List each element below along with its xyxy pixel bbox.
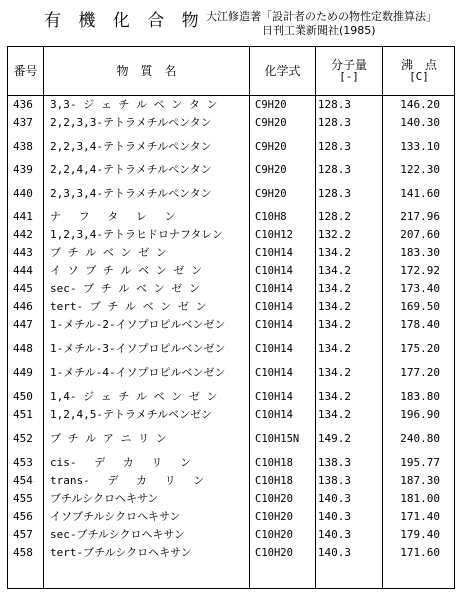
header-divider xyxy=(8,95,454,96)
table-row xyxy=(8,367,454,391)
cell-molecular-weight: 128.3 xyxy=(317,140,351,153)
cell-number: 437 xyxy=(13,116,33,129)
cell-number: 449 xyxy=(13,366,33,379)
cell-name: ブ チ ル ア ニ リ ン xyxy=(50,432,167,445)
cell-boiling-point: 181.00 xyxy=(400,492,440,505)
cell-number: 441 xyxy=(13,210,33,223)
cell-molecular-weight: 138.3 xyxy=(317,456,351,469)
compound-table xyxy=(7,46,455,589)
cell-number: 442 xyxy=(13,228,33,241)
cell-boiling-point: 187.30 xyxy=(400,474,440,487)
cell-formula: C9H20 xyxy=(255,141,287,153)
cell-number: 458 xyxy=(13,546,33,559)
cell-boiling-point: 196.90 xyxy=(400,408,440,421)
table-row xyxy=(8,141,454,153)
cell-formula: C10H8 xyxy=(255,211,287,223)
table-row xyxy=(8,319,454,343)
table-row xyxy=(8,475,454,487)
page-title: 有 機 化 合 物 xyxy=(44,11,205,31)
table-row xyxy=(8,265,454,277)
cell-boiling-point: 195.77 xyxy=(400,456,440,469)
table-row xyxy=(8,343,454,367)
cell-name: 2,2,3,3-テトラメチルペンタン xyxy=(50,116,212,129)
cell-molecular-weight: 128.2 xyxy=(317,210,351,223)
cell-molecular-weight: 132.2 xyxy=(317,228,351,241)
cell-molecular-weight: 134.2 xyxy=(317,342,351,355)
cell-boiling-point: 122.30 xyxy=(400,163,440,176)
cell-formula: C10H14 xyxy=(255,247,293,259)
cell-formula: C10H14 xyxy=(255,367,293,379)
cell-name: sec-ブチルシクロヘキサン xyxy=(50,528,185,541)
cell-boiling-point: 240.80 xyxy=(400,432,440,445)
cell-molecular-weight: 134.2 xyxy=(317,390,351,403)
cell-number: 454 xyxy=(13,474,33,487)
cell-number: 448 xyxy=(13,342,33,355)
cell-formula: C10H18 xyxy=(255,457,293,469)
cell-name: 1-メチル-3-イソプロピルベンゼン xyxy=(50,342,226,355)
cell-molecular-weight: 134.2 xyxy=(317,318,351,331)
cell-boiling-point: 178.40 xyxy=(400,318,440,331)
cell-name: ナ フ タ レ ン xyxy=(50,210,176,223)
table-row xyxy=(8,211,454,223)
cell-formula: C9H20 xyxy=(255,188,287,200)
cell-name: 1-メチル-4-イソプロピルベンゼン xyxy=(50,366,226,379)
cell-boiling-point: 171.40 xyxy=(400,510,440,523)
table-row xyxy=(8,247,454,259)
header-mw-label: 分子量 xyxy=(330,58,367,72)
cell-name: 1,2,3,4-テトラヒドロナフタレン xyxy=(50,228,223,241)
table-row xyxy=(8,511,454,523)
header-formula: 化学式 xyxy=(264,64,301,78)
cell-name: trans- デ カ リ ン xyxy=(50,474,205,487)
table-row xyxy=(8,457,454,469)
cell-boiling-point: 140.30 xyxy=(400,116,440,129)
table-row xyxy=(8,164,454,176)
cell-formula: C9H20 xyxy=(255,99,287,111)
cell-boiling-point: 133.10 xyxy=(400,140,440,153)
cell-molecular-weight: 128.3 xyxy=(317,163,351,176)
table-row xyxy=(8,283,454,295)
header-mw-unit: [-] xyxy=(339,70,359,83)
cell-name: イ ソ ブ チ ル ベ ン ゼ ン xyxy=(50,264,202,277)
source-line-2: 日刊工業新聞社(1985) xyxy=(262,24,376,37)
cell-formula: C10H20 xyxy=(255,511,293,523)
table-row xyxy=(8,529,454,541)
cell-molecular-weight: 140.3 xyxy=(317,546,351,559)
cell-name: tert- ブ チ ル ベ ン ゼ ン xyxy=(50,300,207,313)
header-number: 番号 xyxy=(13,64,38,78)
cell-formula: C10H14 xyxy=(255,343,293,355)
table-row xyxy=(8,391,454,403)
header-bp-unit: [C] xyxy=(409,70,429,83)
cell-number: 443 xyxy=(13,246,33,259)
cell-number: 444 xyxy=(13,264,33,277)
cell-name: 3,3- ジ ェ チ ル ペ ン タ ン xyxy=(50,98,218,111)
cell-formula: C10H15N xyxy=(255,433,300,445)
cell-number: 450 xyxy=(13,390,33,403)
cell-formula: C10H14 xyxy=(255,265,293,277)
cell-name: ブ チ ル ベ ン ゼ ン xyxy=(50,246,167,259)
cell-boiling-point: 141.60 xyxy=(400,187,440,200)
cell-name: 1,4- ジ ェ チ ル ベ ン ゼ ン xyxy=(50,390,218,403)
cell-name: ブチルシクロヘキサン xyxy=(50,492,159,505)
cell-molecular-weight: 149.2 xyxy=(317,432,351,445)
cell-formula: C10H20 xyxy=(255,493,293,505)
cell-formula: C10H14 xyxy=(255,301,293,313)
cell-molecular-weight: 134.2 xyxy=(317,366,351,379)
cell-boiling-point: 207.60 xyxy=(400,228,440,241)
table-row xyxy=(8,188,454,200)
cell-boiling-point: 183.80 xyxy=(400,390,440,403)
header-name: 物 質 名 xyxy=(116,64,177,78)
cell-number: 456 xyxy=(13,510,33,523)
cell-number: 438 xyxy=(13,140,33,153)
cell-name: 2,3,3,4-テトラメチルペンタン xyxy=(50,187,212,200)
cell-formula: C10H20 xyxy=(255,529,293,541)
table-row xyxy=(8,99,454,111)
cell-molecular-weight: 134.2 xyxy=(317,300,351,313)
cell-number: 436 xyxy=(13,98,33,111)
cell-number: 453 xyxy=(13,456,33,469)
cell-boiling-point: 217.96 xyxy=(400,210,440,223)
cell-number: 445 xyxy=(13,282,33,295)
cell-number: 457 xyxy=(13,528,33,541)
cell-formula: C10H14 xyxy=(255,409,293,421)
cell-boiling-point: 177.20 xyxy=(400,366,440,379)
header-molecular-weight xyxy=(316,47,382,95)
cell-formula: C10H14 xyxy=(255,319,293,331)
cell-formula: C10H20 xyxy=(255,547,293,559)
table-row xyxy=(8,409,454,421)
header-boiling-point xyxy=(383,47,455,95)
cell-boiling-point: 183.30 xyxy=(400,246,440,259)
cell-formula: C10H18 xyxy=(255,475,293,487)
table-row xyxy=(8,301,454,313)
cell-formula: C10H14 xyxy=(255,283,293,295)
cell-molecular-weight: 134.2 xyxy=(317,264,351,277)
cell-number: 439 xyxy=(13,163,33,176)
cell-number: 446 xyxy=(13,300,33,313)
source-citation xyxy=(206,10,456,38)
cell-boiling-point: 171.60 xyxy=(400,546,440,559)
cell-name: tert-ブチルシクロヘキサン xyxy=(50,546,192,559)
table-row xyxy=(8,117,454,129)
cell-formula: C9H20 xyxy=(255,117,287,129)
cell-boiling-point: 175.20 xyxy=(400,342,440,355)
cell-boiling-point: 146.20 xyxy=(400,98,440,111)
cell-formula: C9H20 xyxy=(255,164,287,176)
cell-formula: C10H12 xyxy=(255,229,293,241)
cell-molecular-weight: 134.2 xyxy=(317,282,351,295)
cell-formula: C10H14 xyxy=(255,391,293,403)
cell-molecular-weight: 128.3 xyxy=(317,187,351,200)
cell-molecular-weight: 134.2 xyxy=(317,408,351,421)
cell-molecular-weight: 128.3 xyxy=(317,98,351,111)
cell-number: 451 xyxy=(13,408,33,421)
cell-name: sec- ブ チ ル ベ ン ゼ ン xyxy=(50,282,200,295)
cell-molecular-weight: 134.2 xyxy=(317,246,351,259)
header-bp-label: 沸 点 xyxy=(400,58,437,72)
cell-boiling-point: 169.50 xyxy=(400,300,440,313)
cell-molecular-weight: 140.3 xyxy=(317,528,351,541)
cell-name: 1-メチル-2-イソプロピルベンゼン xyxy=(50,318,226,331)
table-row xyxy=(8,433,454,445)
table-row xyxy=(8,547,454,559)
cell-number: 440 xyxy=(13,187,33,200)
cell-molecular-weight: 140.3 xyxy=(317,492,351,505)
cell-name: cis- デ カ リ ン xyxy=(50,456,191,469)
cell-name: 2,2,4,4-テトラメチルペンタン xyxy=(50,163,212,176)
cell-name: イソブチルシクロヘキサン xyxy=(50,510,181,523)
source-line-1: 大江修造著「設計者のための物性定数推算法」 xyxy=(206,10,437,23)
cell-boiling-point: 172.92 xyxy=(400,264,440,277)
cell-molecular-weight: 138.3 xyxy=(317,474,351,487)
cell-name: 1,2,4,5-テトラメチルベンゼン xyxy=(50,408,213,421)
table-row xyxy=(8,493,454,505)
cell-boiling-point: 173.40 xyxy=(400,282,440,295)
cell-number: 447 xyxy=(13,318,33,331)
cell-number: 452 xyxy=(13,432,33,445)
cell-molecular-weight: 128.3 xyxy=(317,116,351,129)
cell-number: 455 xyxy=(13,492,33,505)
cell-boiling-point: 179.40 xyxy=(400,528,440,541)
cell-molecular-weight: 140.3 xyxy=(317,510,351,523)
cell-name: 2,2,3,4-テトラメチルペンタン xyxy=(50,140,212,153)
